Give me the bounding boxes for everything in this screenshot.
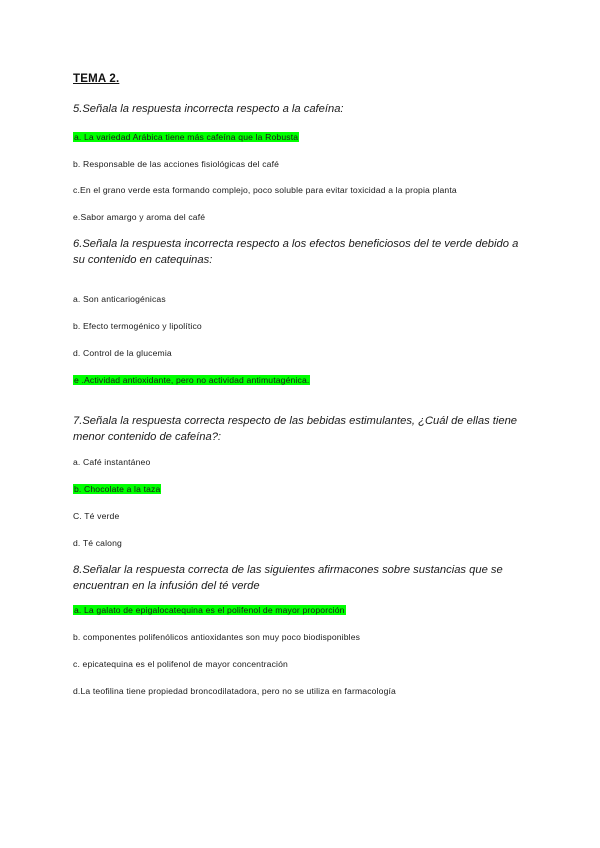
q7-option-b xyxy=(73,483,161,495)
q8-option-a-text: a. La galato de epigalocatequina es el polifenol de mayor proporción xyxy=(74,605,345,615)
q5-option-a-text: a. La variedad Arábica tiene más cafeína que la Robusta xyxy=(74,132,299,142)
question-7-line-1: 7.Señala la respuesta correcta respecto de las bebidas estimulantes, ¿Cuál de ellas tiene xyxy=(73,415,518,427)
question-6-line-2: su contenido en catequinas: xyxy=(73,254,213,266)
q6-option-e xyxy=(73,374,310,386)
q6-option-a: a. Son anticariogénicas xyxy=(73,294,166,304)
question-8-line-2: encuentran en la infusión del té verde xyxy=(73,580,260,592)
q6-option-d: d. Control de la glucemia xyxy=(73,348,172,358)
q5-option-a xyxy=(73,131,299,143)
question-6-line-1: 6.Señala la respuesta incorrecta respecto a los efectos beneficiosos del te verde debido a xyxy=(73,238,519,250)
q8-option-b: b. componentes polifenólicos antioxidantes son muy poco biodisponibles xyxy=(73,632,361,642)
q5-option-c: c.En el grano verde esta formando complejo, poco soluble para evitar toxicidad a la propia planta xyxy=(73,185,457,195)
q5-option-e: e.Sabor amargo y aroma del café xyxy=(73,212,206,222)
q7-option-c: C. Té verde xyxy=(73,511,120,521)
question-8-line-1: 8.Señalar la respuesta correcta de las siguientes afirmacones sobre sustancias que se xyxy=(73,564,503,576)
question-7-line-2: menor contenido de cafeína?: xyxy=(73,431,222,443)
page-title: TEMA 2. xyxy=(73,73,120,85)
q8-option-c: c. epicatequina es el polifenol de mayor concentración xyxy=(73,659,288,669)
q7-option-d: d. Té calong xyxy=(73,538,122,548)
q8-option-d: d.La teofilina tiene propiedad broncodilatadora, pero no se utiliza en farmacología xyxy=(73,686,396,696)
q8-option-a xyxy=(73,604,346,616)
q7-option-a: a. Café instantáneo xyxy=(73,457,151,467)
q6-option-b: b. Efecto termogénico y lipolítico xyxy=(73,321,202,331)
q5-option-b: b. Responsable de las acciones fisiológicas del café xyxy=(73,159,280,169)
q6-option-e-text: e .Actividad antioxidante, pero no actividad antimutagénica. xyxy=(74,375,310,385)
q7-option-b-text: b. Chocolate a la taza xyxy=(74,484,161,494)
question-5: 5.Señala la respuesta incorrecta respecto a la cafeína: xyxy=(73,103,344,115)
